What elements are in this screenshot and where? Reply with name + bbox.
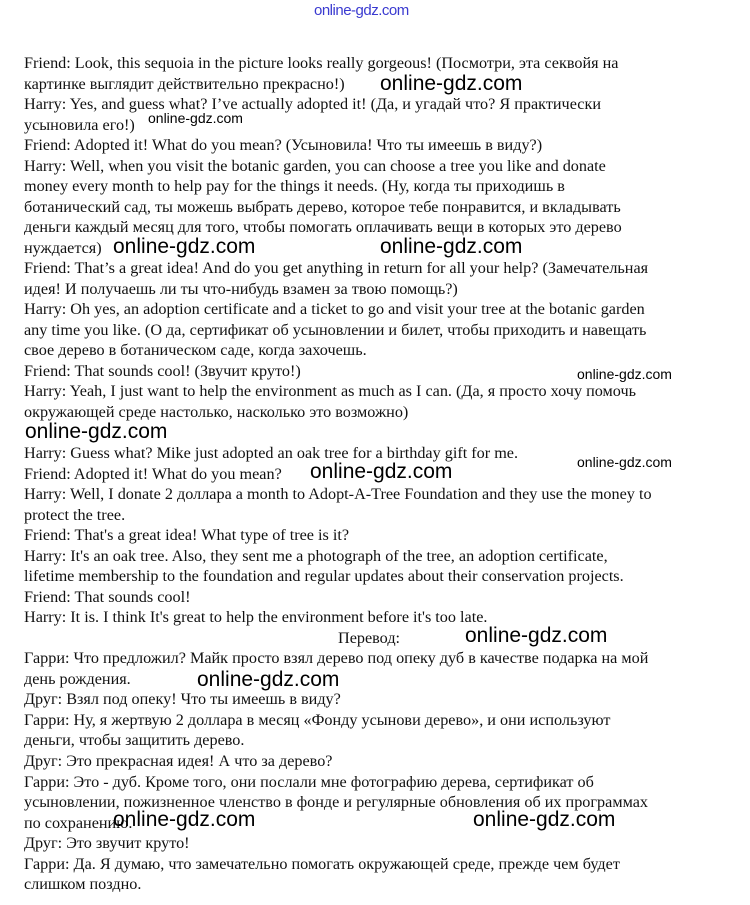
text-line: Гарри: Ну, я жертвую 2 доллара в месяц «Фонду усынови дерево», и они используют — [24, 710, 611, 729]
text-line: Harry: Well, when you visit the botanic garden, you can choose a tree you like and donate — [24, 156, 606, 175]
text-line: Friend: Adopted it! What do you mean? — [24, 464, 282, 483]
text-line: Harry: Oh yes, an adoption certificate and a ticket to go and visit your tree at the botanic garden — [24, 300, 645, 319]
text-line: Гарри: Да. Я думаю, что замечательно помогать окружающей среде, прежде чем будет — [24, 854, 620, 873]
text-line: protect the tree. — [24, 505, 126, 524]
text-line: деньги каждый месяц для того, чтобы помогать оплачивать вещи в которых это дерево — [24, 218, 622, 237]
text-line: картинке выглядит действительно прекрасно!) — [24, 74, 345, 93]
text-line: Harry: Yes, and guess what? I’ve actually adopted it! (Да, и угадай что? Я практически — [24, 95, 601, 114]
text-line: Friend: That's a great idea! What type of tree is it? — [24, 526, 350, 545]
translation-heading: Перевод: — [338, 628, 401, 647]
watermark: online-gdz.com — [473, 808, 616, 831]
text-line: нуждается) — [24, 238, 102, 257]
watermark: online-gdz.com — [148, 110, 243, 126]
watermark: online-gdz.com — [310, 460, 453, 483]
header-watermark: online-gdz.com — [314, 2, 409, 19]
watermark: online-gdz.com — [380, 72, 523, 95]
text-line: по сохранению. — [24, 813, 133, 832]
watermark: online-gdz.com — [113, 235, 256, 258]
text-line: Harry: Yeah, I just want to help the environment as much as I can. (Да, я просто хочу помочь — [24, 382, 636, 401]
text-line: Друг: Это звучит круто! — [24, 834, 190, 853]
text-line: окружающей среде настолько, насколько это возможно) — [24, 403, 409, 421]
text-line: Harry: It's an oak tree. Also, they sent me a photograph of the tree, an adoption certificate, — [24, 546, 608, 565]
watermark: online-gdz.com — [465, 624, 608, 647]
watermark: online-gdz.com — [113, 808, 256, 831]
text-line: Friend: That sounds cool! — [24, 587, 191, 606]
text-line: lifetime membership to the foundation and regular updates about their conservation projects. — [24, 567, 624, 586]
text-line: Friend: Adopted it! What do you mean? (Усыновила! Что ты имеешь в виду?) — [24, 136, 543, 155]
text-line: Harry: It is. I think It's great to help the environment before it's too late. — [24, 608, 488, 627]
text-line: Friend: Look, this sequoia in the picture looks really gorgeous! (Посмотри, эта секвойя на — [24, 54, 619, 72]
text-line: any time you like. (О да, сертификат об усыновлении и билет, чтобы приходить и навещать — [24, 320, 647, 339]
watermark: online-gdz.com — [197, 668, 340, 691]
text-line: идея! И получаешь ли ты что-нибудь взамен за твою помощь?) — [24, 279, 458, 298]
watermark: online-gdz.com — [380, 235, 523, 258]
watermark: online-gdz.com — [577, 454, 672, 470]
text-line: усыновила его!) — [24, 115, 135, 134]
text-line: деньги, чтобы защитить дерево. — [24, 731, 245, 750]
text-line: Гарри: Это - дуб. Кроме того, они послали мне фотографию дерева, сертификат об — [24, 772, 594, 791]
text-line: Гарри: Что предложил? Майк просто взял дерево под опеку дуб в качестве подарка на мой — [24, 649, 649, 668]
text-line: Друг: Это прекрасная идея! А что за дерево? — [24, 752, 333, 771]
text-line: усыновлении, пожизненное членство в фонде и регулярные обновления об их программах — [24, 793, 648, 812]
text-line: Friend: That sounds cool! (Звучит круто!) — [24, 361, 301, 380]
text-line: Друг: Взял под опеку! Что ты имеешь в виду? — [24, 690, 341, 709]
text-line: день рождения. — [24, 669, 131, 688]
text-line: Harry: Well, I donate 2 доллара a month to Adopt-A-Tree Foundation and they use the money to — [24, 485, 652, 504]
watermark: online-gdz.com — [25, 420, 168, 443]
text-line: ботанический сад, ты можешь выбрать дерево, которое тебе понравится, и вкладывать — [24, 197, 621, 216]
watermark: online-gdz.com — [577, 366, 672, 382]
text-line: money every month to help pay for the things it needs. (Ну, когда ты приходишь в — [24, 177, 565, 196]
text-line: Harry: Guess what? Mike just adopted an oak tree for a birthday gift for me. — [24, 444, 519, 463]
text-line: слишком поздно. — [24, 875, 142, 894]
text-line: свое дерево в ботаническом саде, когда захочешь. — [24, 341, 367, 360]
text-line: Friend: That’s a great idea! And do you get anything in return for all your help? (Замечательная — [24, 259, 649, 278]
